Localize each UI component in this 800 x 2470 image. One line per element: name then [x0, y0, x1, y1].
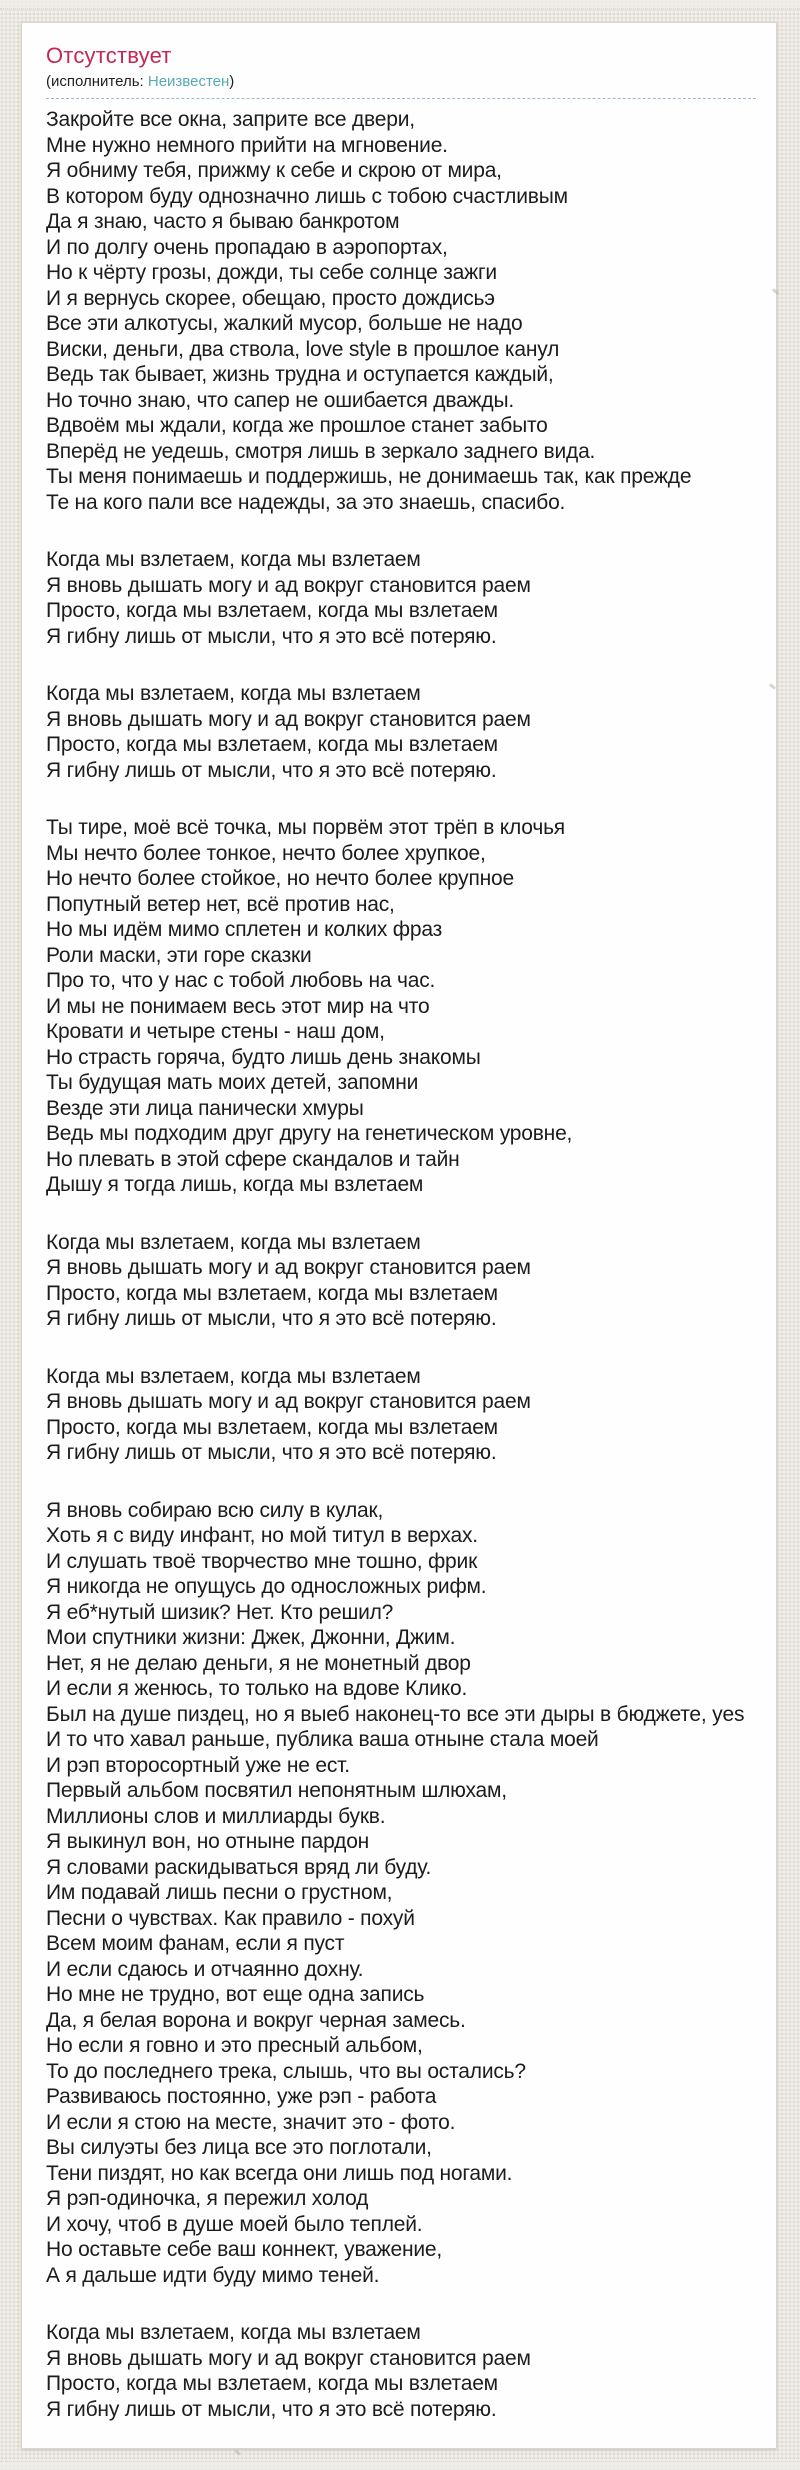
lyric-line: И хочу, чтоб в душе моей было теплей.: [46, 2212, 423, 2236]
lyric-line: Я еб*нутый шизик? Нет. Кто решил?: [46, 1600, 394, 1624]
lyric-line: Виски, деньги, два ствола, love style в прошлое канул: [46, 337, 560, 361]
paper-speck: [234, 2449, 241, 2456]
lyric-line: Я вновь дышать могу и ад вокруг становится раем: [46, 573, 531, 597]
lyric-line: Я выкинул вон, но отныне пардон: [46, 1830, 370, 1853]
lyric-line: Когда мы взлетаем, когда мы взлетаем: [46, 2321, 421, 2344]
lyric-line: Но к чёрту грозы, дожди, ты себе солнце зажги: [46, 261, 497, 284]
lyric-line: Я гибну лишь от мысли, что я это всё потеряю.: [46, 1307, 497, 1330]
lyric-line: Я никогда не опущусь до односложных рифм.: [46, 1575, 487, 1598]
lyric-line: Кровати и четыре стены - наш дом,: [46, 1020, 385, 1043]
lyric-line: Вдвоём мы ждали, когда же прошлое станет забыто: [46, 414, 548, 437]
lyric-line: Но мы идём мимо сплетен и колких фраз: [46, 918, 443, 941]
lyric-line: Когда мы взлетаем, когда мы взлетаем: [46, 1364, 421, 1388]
lyric-line: Дышу я тогда лишь, когда мы взлетаем: [46, 1173, 424, 1196]
lyric-line: В котором буду однозначно лишь с тобою счастливым: [46, 184, 568, 208]
lyric-line: И если сдаюсь и отчаянно дохну.: [46, 1957, 364, 1981]
lyric-line: И я вернусь скорее, обещаю, просто дождисьэ: [46, 286, 495, 310]
lyric-line: Те на кого пали все надежды, за это знаешь, спасибо.: [46, 490, 566, 514]
lyric-line: Все эти алкотусы, жалкий мусор, больше не надо: [46, 312, 523, 335]
lyric-line: Мне нужно немного прийти на мгновение.: [46, 133, 448, 157]
lyric-line: Ты меня понимаешь и поддержишь, не донимаешь так, как прежде: [46, 465, 692, 488]
lyric-line: Я вновь собираю всю силу в кулак,: [46, 1498, 384, 1522]
lyric-line: Роли маски, эти горе сказки: [46, 943, 312, 967]
stanza: [46, 1230, 756, 1332]
lyric-line: Тени пиздят, но как всегда они лишь под ногами.: [46, 2161, 513, 2185]
lyric-line: Закройте все окна, заприте все двери,: [46, 108, 415, 131]
lyric-line: Везде эти лица панически хмуры: [46, 1096, 364, 1120]
lyric-line: Всем моим фанам, если я пуст: [46, 1932, 345, 1955]
lyric-line: Ты будущая мать моих детей, запомни: [46, 1071, 419, 1094]
lyric-line: Вперёд не уедешь, смотря лишь в зеркало заднего вида.: [46, 439, 596, 463]
lyric-line: То до последнего трека, слышь, что вы остались?: [46, 2059, 526, 2083]
lyric-line: Когда мы взлетаем, когда мы взлетаем: [46, 548, 421, 571]
lyric-line: Хоть я с виду инфант, но мой титул в верхах.: [46, 1524, 478, 1547]
lyric-line: Про то, что у нас с тобой любовь на час.: [46, 969, 436, 992]
lyric-line: Первый альбом посвятил непонятным шлюхам,: [46, 1779, 507, 1802]
stanza: [46, 681, 756, 783]
lyric-line: Я рэп-одиночка, я пережил холод: [46, 2187, 369, 2210]
lyric-line: Да, я белая ворона и вокруг черная замесь.: [46, 2008, 466, 2032]
lyric-line: Вы силуэты без лица все это поглотали,: [46, 2136, 432, 2159]
lyric-line: Я вновь дышать могу и ад вокруг становится раем: [46, 1390, 531, 1413]
lyric-line: И если я женюсь, то только на вдове Клико.: [46, 1677, 468, 1700]
lyric-line: И слушать твоё творчество мне тошно, фрик: [46, 1549, 478, 1573]
lyric-line: Когда мы взлетаем, когда мы взлетаем: [46, 682, 421, 705]
lyric-line: Я гибну лишь от мысли, что я это всё потеряю.: [46, 2397, 497, 2421]
lyric-line: Я вновь дышать могу и ад вокруг становится раем: [46, 2346, 531, 2370]
lyrics: [46, 107, 756, 2422]
lyric-line: Ты тире, моё всё точка, мы порвём этот трёп в клочья: [46, 816, 565, 839]
lyric-line: И то что хавал раньше, публика ваша отныне стала моей: [46, 1728, 599, 1751]
lyric-line: Просто, когда мы взлетаем, когда мы взлетаем: [46, 2372, 498, 2395]
lyric-line: Но плевать в этой сфере скандалов и тайн: [46, 1147, 460, 1171]
lyric-line: Я вновь дышать могу и ад вокруг становится раем: [46, 1256, 531, 1279]
lyric-line: Я гибну лишь от мысли, что я это всё потеряю.: [46, 1441, 497, 1464]
lyric-line: Да я знаю, часто я бываю банкротом: [46, 210, 400, 233]
lyric-line: Попутный ветер нет, всё против нас,: [46, 892, 395, 916]
stanza: [46, 107, 756, 515]
lyric-line: Просто, когда мы взлетаем, когда мы взлетаем: [46, 1281, 498, 1305]
lyric-line: Но точно знаю, что сапер не ошибается дважды.: [46, 388, 514, 412]
artist-prefix: (исполнитель:: [46, 73, 148, 90]
lyric-line: Песни о чувствах. Как правило - похуй: [46, 1906, 415, 1930]
lyric-line: Но нечто более стойкое, но нечто более крупное: [46, 867, 515, 890]
lyric-line: Мы нечто более тонкое, нечто более хрупкое,: [46, 841, 486, 865]
lyric-line: Но оставьте себе ваш коннект, уважение,: [46, 2238, 443, 2261]
artist-line: [46, 72, 756, 92]
lyric-line: Мои спутники жизни: Джек, Джонни, Джим.: [46, 1626, 456, 1649]
stanza: [46, 815, 756, 1198]
lyric-line: Им подавай лишь песни о грустном,: [46, 1881, 393, 1904]
lyric-line: Я вновь дышать могу и ад вокруг становится раем: [46, 707, 531, 731]
lyric-line: Но страсть горяча, будто лишь день знакомы: [46, 1045, 481, 1069]
lyric-line: Ведь так бывает, жизнь трудна и оступается каждый,: [46, 363, 554, 386]
lyric-line: А я дальше идти буду мимо теней.: [46, 2263, 380, 2287]
lyric-line: Нет, я не делаю деньги, я не монетный двор: [46, 1651, 471, 1675]
stanza: [46, 2320, 756, 2422]
lyric-line: Просто, когда мы взлетаем, когда мы взлетаем: [46, 599, 498, 622]
lyric-line: И рэп второсортный уже не ест.: [46, 1753, 350, 1777]
lyric-line: Был на душе пиздец, но я выеб наконец-то все эти дыры в бюджете, yes: [46, 1702, 745, 1726]
page-title: Отсутствует: [46, 43, 172, 68]
lyric-line: Просто, когда мы взлетаем, когда мы взлетаем: [46, 733, 498, 756]
lyric-line: Просто, когда мы взлетаем, когда мы взлетаем: [46, 1415, 498, 1439]
artist-suffix: ): [229, 73, 235, 90]
stanza: [46, 547, 756, 649]
lyric-line: Но мне не трудно, вот еще одна запись: [46, 1983, 425, 2006]
lyrics-card: [21, 22, 777, 2449]
lyric-line: Но если я говно и это пресный альбом,: [46, 2034, 423, 2057]
lyric-line: И если я стою на месте, значит это - фото.: [46, 2110, 456, 2134]
lyric-line: Когда мы взлетаем, когда мы взлетаем: [46, 1230, 421, 1254]
lyric-line: И мы не понимаем весь этот мир на что: [46, 994, 430, 1018]
stanza: [46, 1364, 756, 1466]
lyric-line: Я гибну лишь от мысли, что я это всё потеряю.: [46, 624, 497, 648]
lyric-line: Я обниму тебя, прижму к себе и скрою от мира,: [46, 159, 502, 182]
lyric-line: Я гибну лишь от мысли, что я это всё потеряю.: [46, 758, 497, 782]
artist-link[interactable]: Неизвестен: [147, 73, 230, 90]
lyric-line: И по долгу очень пропадаю в аэропортах,: [46, 235, 448, 259]
lyric-line: Миллионы слов и миллиарды букв.: [46, 1804, 386, 1828]
stanza: [46, 1498, 756, 2289]
lyric-line: Ведь мы подходим друг другу на генетическом уровне,: [46, 1122, 573, 1145]
dashed-separator: [46, 98, 756, 99]
lyric-line: Развиваюсь постоянно, уже рэп - работа: [46, 2085, 437, 2108]
page-edge-texture-bottom: [0, 2461, 800, 2470]
page-edge-texture-top: [0, 0, 800, 9]
lyric-line: Я словами раскидываться вряд ли буду.: [46, 1855, 432, 1879]
